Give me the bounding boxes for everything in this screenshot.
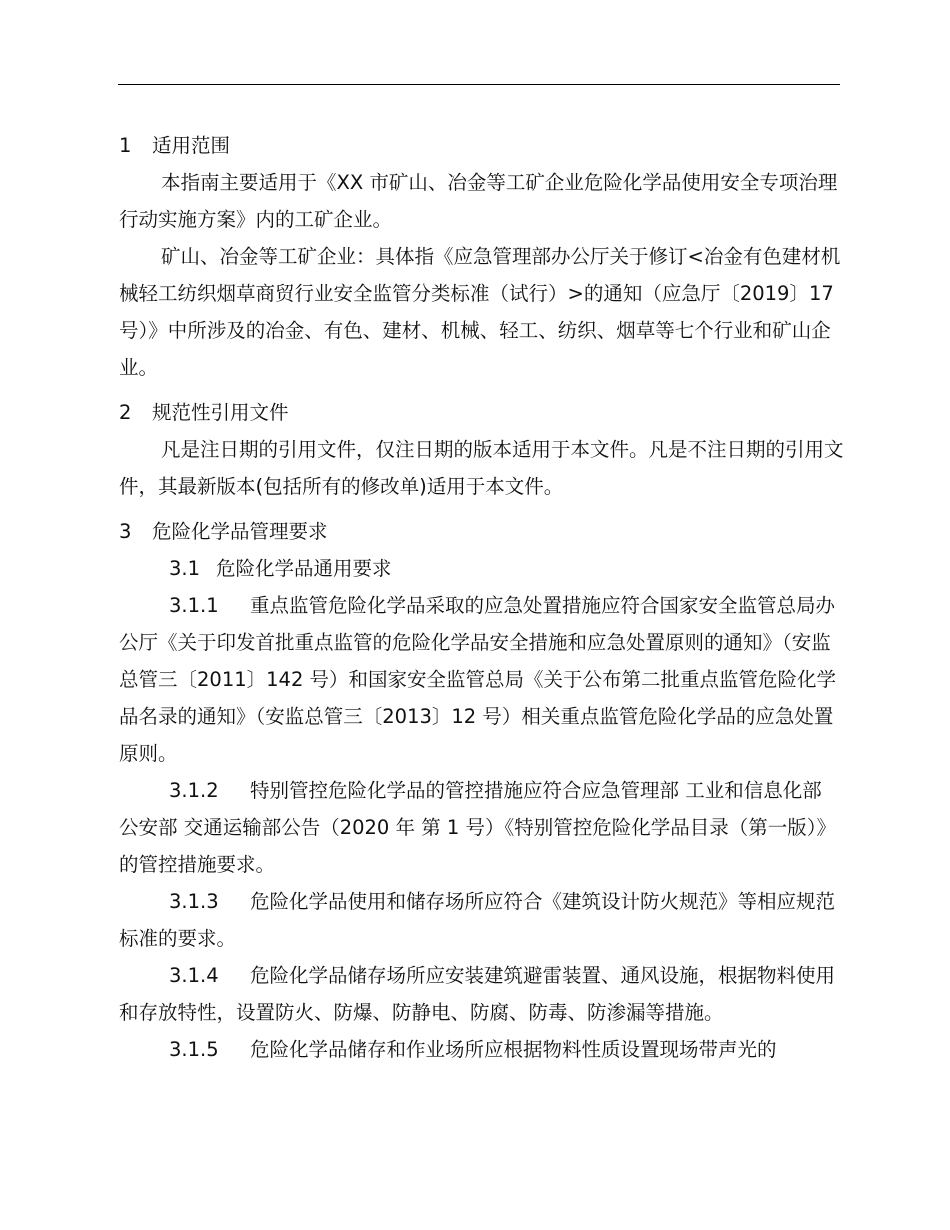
clause-number: 3.1.5 — [169, 1038, 219, 1061]
paragraph: 本指南主要适用于《XX 市矿山、冶金等工矿企业危险化学品使用安全专项治理行动实施方案》内的工矿企业。 — [119, 171, 838, 231]
clause-text: 危险化学品储存场所应安装建筑避雷装置、通风设施，根据物料使用和存放特性，设置防火、防爆、防静电、防腐、防毒、防渗漏等措施。 — [119, 964, 836, 1024]
section-title: 危险化学品管理要求 — [152, 520, 328, 543]
section-title: 适用范围 — [152, 134, 231, 157]
clause-text: 危险化学品储存和作业场所应根据物料性质设置现场带声光的 — [250, 1038, 777, 1061]
document-body — [119, 127, 847, 1068]
section-heading — [119, 394, 847, 431]
header-rule — [118, 84, 840, 85]
subsection-title: 危险化学品通用要求 — [216, 557, 392, 580]
section-title: 规范性引用文件 — [152, 401, 289, 424]
section-number: 3 — [119, 520, 132, 543]
clause-number: 3.1.3 — [169, 890, 219, 913]
section-number: 1 — [119, 134, 132, 157]
clause-number: 3.1.2 — [169, 779, 219, 802]
clause-number: 3.1.1 — [169, 594, 219, 617]
clause — [119, 883, 847, 957]
clause-text: 特别管控危险化学品的管控措施应符合应急管理部 工业和信息化部 公安部 交通运输部公告（2020 年 第 1 号）《特别管控危险化学品目录（第一版）》的管控措施要求。 — [119, 779, 837, 876]
section-heading — [119, 127, 847, 164]
clause — [119, 772, 847, 883]
paragraph: 矿山、冶金等工矿企业：具体指《应急管理部办公厅关于修订<冶金有色建材机械轻工纺织烟草商贸行业安全监管分类标准（试行）>的通知（应急厅〔2019〕17 号）》中所涉及的冶金、有色、建材、机械、轻工、纺织、烟草等七个行业和矿山企业。 — [119, 245, 841, 379]
clause-text: 重点监管危险化学品采取的应急处置措施应符合国家安全监管总局办公厅《关于印发首批重点监管的危险化学品安全措施和应急处置原则的通知》（安监总管三〔2011〕142 号）和国家安全监管总局《关于公布第二批重点监管危险化学品名录的通知》（安监总管三〔2013〕12 号）相关重点监管危险化学品的应急处置原则。 — [119, 594, 837, 765]
section-heading — [119, 513, 847, 550]
clause — [119, 957, 847, 1031]
clause-text: 危险化学品使用和储存场所应符合《建筑设计防火规范》等相应规范标准的要求。 — [119, 890, 836, 950]
section-number: 2 — [119, 401, 132, 424]
clause — [119, 1031, 847, 1068]
subsection-heading — [119, 550, 847, 587]
subsection-number: 3.1 — [169, 557, 201, 580]
clause — [119, 587, 847, 772]
clause-number: 3.1.4 — [169, 964, 219, 987]
paragraph: 凡是注日期的引用文件，仅注日期的版本适用于本文件。凡是不注日期的引用文件，其最新版本(包括所有的修改单)适用于本文件。 — [119, 438, 844, 498]
